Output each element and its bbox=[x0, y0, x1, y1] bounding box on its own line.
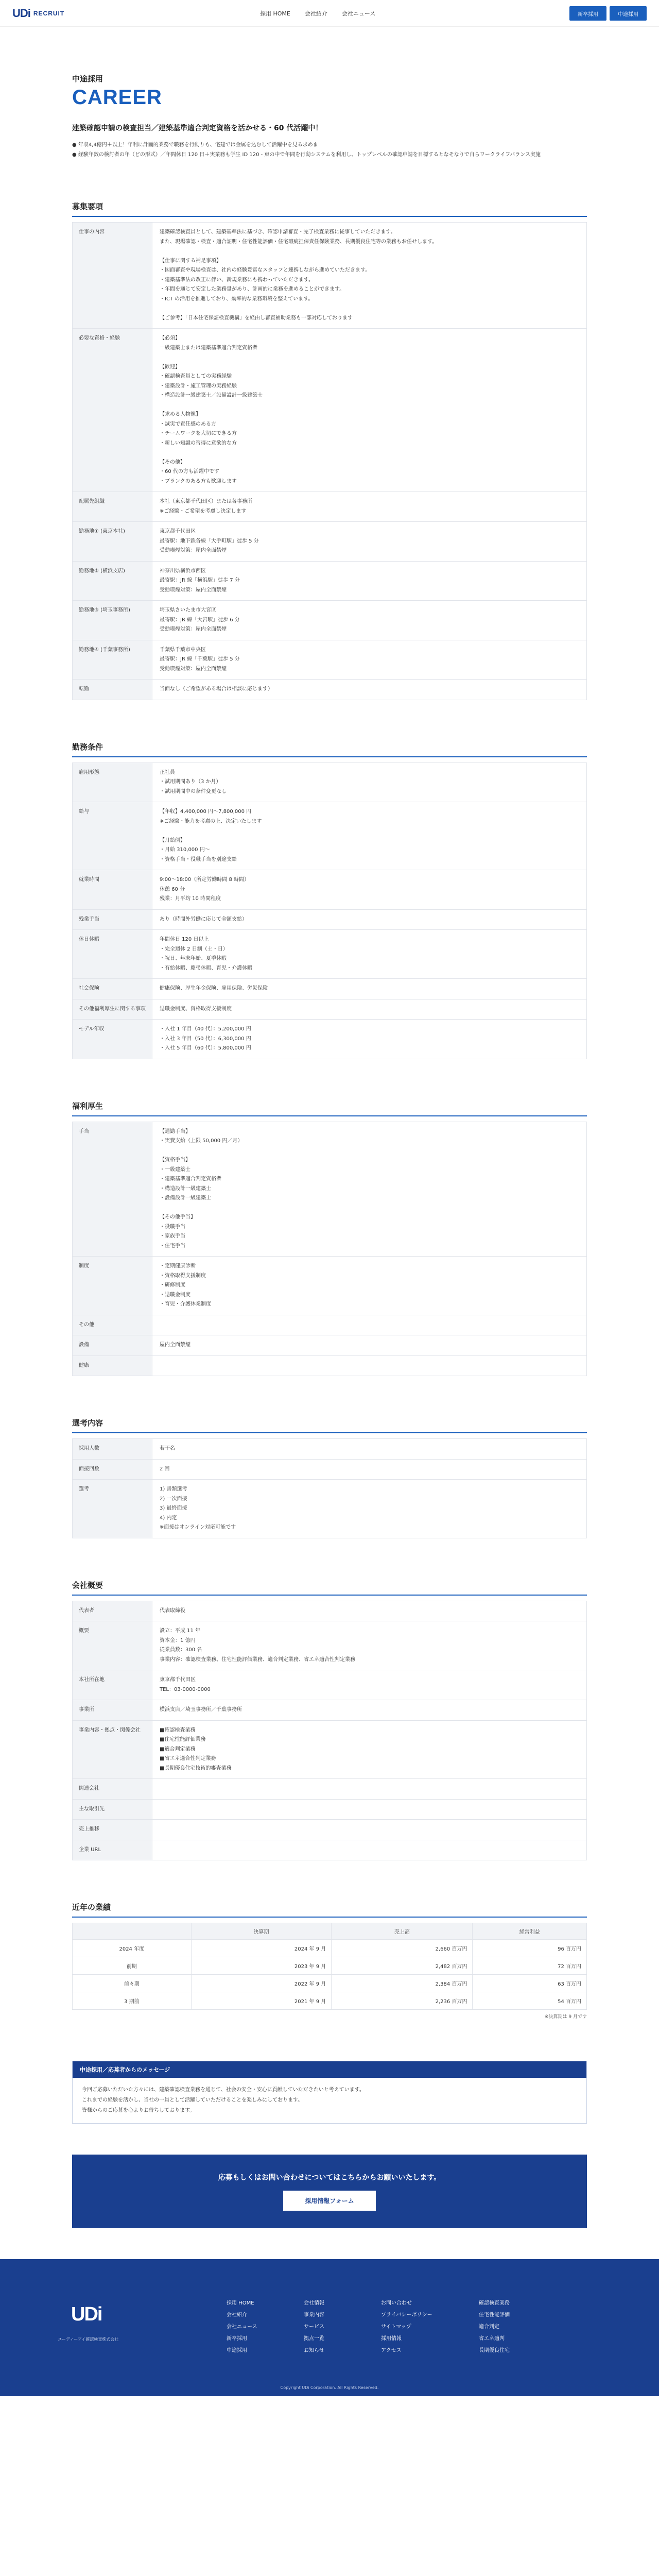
row-label: 仕事の内容 bbox=[73, 223, 152, 329]
row-label: 設備 bbox=[73, 1335, 152, 1356]
table-row bbox=[73, 1122, 587, 1257]
table-row bbox=[73, 762, 587, 802]
row-label: 勤務地③ (埼玉事務所) bbox=[73, 601, 152, 640]
results-section bbox=[72, 1902, 587, 2020]
results-row bbox=[73, 1992, 587, 2010]
career-button[interactable]: 中途採用 bbox=[610, 6, 647, 21]
row-value: 神奈川県横浜市西区 最寄駅：JR 線「横浜駅」徒歩 7 分 受動喫煙対策：屋内全面禁煙 bbox=[152, 561, 587, 601]
row-value: 建築確認検査員として、建築基準法に基づき、確認申請審査・完了検査業務に従事していただきます。 また、現場確認・検査・適合証明・住宅性能評価・住宅瑕疵担保責任保険業務、長期優良住宅等の業務もお任せします。 【仕事に関する補足事項】 ・図面審査や現場検査は、社内の経験豊富なスタッフと連携しながら進めていただきます。 ・建築基準法の改正に伴い、新規業務にも携わっていただきます。 ・年間を通じて安定した業務量があり、計画的に業務を進めることができます。 ・ICT の活用を推進しており、効率的な業務環境を整えています。 【ご参考】「日本住宅保証検査機構」を経由し審査補助業務も一部対応しております bbox=[152, 223, 587, 329]
row-label: その他 bbox=[73, 1315, 152, 1335]
table-row bbox=[73, 522, 587, 562]
row-value bbox=[152, 1779, 587, 1800]
footer-tagline: ユーディーアイ確認検査株式会社 bbox=[58, 2337, 119, 2342]
row-label: 健康 bbox=[73, 1355, 152, 1376]
results-cell: 96 百万円 bbox=[473, 1940, 587, 1957]
table-row bbox=[73, 999, 587, 1020]
row-value: 年間休日 120 日以上 ・完全週休 2 日制（土・日） ・祝日、年末年始、夏季休暇 ・有給休暇、慶弔休暇、育児・介護休暇 bbox=[152, 930, 587, 979]
table-row bbox=[73, 1020, 587, 1059]
row-label: 就業時間 bbox=[73, 870, 152, 910]
table-row bbox=[73, 329, 587, 492]
footer-link[interactable]: 新卒採用 bbox=[227, 2336, 247, 2342]
table-row bbox=[73, 930, 587, 979]
message-heading: 中途採用／応募者からのメッセージ bbox=[73, 2061, 586, 2078]
row-label: その他福利厚生に関する事項 bbox=[73, 999, 152, 1020]
footer-col-2 bbox=[304, 2297, 324, 2357]
row-label: 関連会社 bbox=[73, 1779, 152, 1800]
footer-link[interactable]: 事業内容 bbox=[304, 2312, 324, 2318]
row-value: 代表取締役 bbox=[152, 1601, 587, 1621]
row-value bbox=[152, 1820, 587, 1840]
nav-item-news[interactable]: 会社ニュース bbox=[341, 10, 376, 17]
row-value: 若干名 bbox=[152, 1439, 587, 1460]
section-title-results: 近年の業績 bbox=[72, 1902, 587, 1918]
row-label: 事業内容・拠点・関係会社 bbox=[73, 1720, 152, 1779]
table-row bbox=[73, 1439, 587, 1460]
global-nav bbox=[260, 0, 375, 27]
table-row bbox=[73, 223, 587, 329]
section-title-conditions: 勤務条件 bbox=[72, 741, 587, 757]
message-box bbox=[72, 2061, 587, 2124]
results-cell: 3 期前 bbox=[73, 1992, 192, 2010]
row-value: ・入社 1 年目（40 代）：5,200,000 円 ・入社 3 年目（50 代）：6,300,000 円 ・入社 5 年目（60 代）：5,800,000 円 bbox=[152, 1020, 587, 1059]
conditions-table bbox=[72, 762, 587, 1059]
results-cell: 54 百万円 bbox=[473, 1992, 587, 2010]
recruit-table bbox=[72, 222, 587, 700]
results-cell: 2,384 百万円 bbox=[332, 1975, 473, 1992]
logo-text: RECRUIT bbox=[33, 9, 65, 17]
table-row bbox=[73, 1355, 587, 1376]
results-header: 決算期 bbox=[191, 1923, 332, 1940]
row-label: 本社所在地 bbox=[73, 1670, 152, 1700]
footer-link[interactable]: アクセス bbox=[381, 2348, 402, 2353]
footer-link[interactable]: プライバシーポリシー bbox=[381, 2312, 432, 2318]
results-cell: 前々期 bbox=[73, 1975, 192, 1992]
results-table bbox=[72, 1923, 587, 2010]
cta-text: 応募もしくはお問い合わせについてはこちらからお願いいたします。 bbox=[218, 2174, 441, 2182]
table-row bbox=[73, 1840, 587, 1860]
row-value: 千葉県千葉市中央区 最寄駅：JR 線「千葉駅」徒歩 5 分 受動喫煙対策：屋内全面禁煙 bbox=[152, 640, 587, 680]
footer-link[interactable]: サービス bbox=[304, 2324, 324, 2330]
hero-title: CAREER bbox=[72, 86, 162, 109]
table-row bbox=[73, 1779, 587, 1800]
footer-link[interactable]: お問い合わせ bbox=[381, 2300, 412, 2306]
row-value: ・定期健康診断 ・資格取得支援制度 ・研修制度 ・退職金制度 ・育児・介護休業制度 bbox=[152, 1257, 587, 1315]
results-cell: 72 百万円 bbox=[473, 1957, 587, 1975]
footer-link[interactable]: 拠点一覧 bbox=[304, 2336, 324, 2342]
row-label: 代表者 bbox=[73, 1601, 152, 1621]
results-row bbox=[73, 1940, 587, 1957]
footer-col-4 bbox=[479, 2297, 510, 2357]
results-cell: 2024 年度 bbox=[73, 1940, 192, 1957]
results-cell: 2024 年 9 月 bbox=[191, 1940, 332, 1957]
row-value: 当面なし（ご希望がある場合は相談に応じます） bbox=[152, 680, 587, 700]
row-label: 企業 URL bbox=[73, 1840, 152, 1860]
row-label: 勤務地② (横浜支店) bbox=[73, 561, 152, 601]
footer-link[interactable]: 適合判定 bbox=[479, 2324, 499, 2330]
logo-mark: UDi bbox=[12, 6, 30, 20]
site-footer bbox=[0, 2259, 659, 2396]
table-row bbox=[73, 1315, 587, 1335]
results-cell: 2022 年 9 月 bbox=[191, 1975, 332, 1992]
results-row bbox=[73, 1957, 587, 1975]
results-note: ※決算期は 9 月です bbox=[545, 2014, 587, 2020]
footer-link[interactable]: 住宅性能評価 bbox=[479, 2312, 510, 2318]
footer-link[interactable]: 会社情報 bbox=[304, 2300, 324, 2306]
row-value: 埼玉県さいたま市大宮区 最寄駅：JR 線「大宮駅」徒歩 6 分 受動喫煙対策：屋内全面禁煙 bbox=[152, 601, 587, 640]
new-grad-button[interactable]: 新卒採用 bbox=[569, 6, 606, 21]
row-value: 2 回 bbox=[152, 1459, 587, 1480]
table-row bbox=[73, 561, 587, 601]
company-table bbox=[72, 1601, 587, 1861]
results-header bbox=[73, 1923, 192, 1940]
header-buttons bbox=[569, 6, 647, 21]
row-value: 退職金制度、資格取得支援制度 bbox=[152, 999, 587, 1020]
row-value: 9:00〜18:00（所定労働時間 8 時間） 休憩 60 分 残業：月平均 10 時間程度 bbox=[152, 870, 587, 910]
footer-link[interactable]: 中途採用 bbox=[227, 2348, 247, 2353]
row-value: ■確認検査業務 ■住宅性能評価業務 ■適合判定業務 ■省エネ適合性判定業務 ■長期優良住宅技術的審査業務 bbox=[152, 1720, 587, 1779]
row-value: 健康保険、厚生年金保険、雇用保険、労災保険 bbox=[152, 979, 587, 999]
table-row bbox=[73, 870, 587, 910]
message-body: 今回ご応募いただいた方々には、建築確認検査業務を通じて、社会の安全・安心に貢献していただきたいと考えています。 これまでの経験を活かし、当社の一員として活躍していただけることを楽しみにしております。 皆様からのご応募を心よりお待ちしております。 bbox=[82, 2087, 365, 2113]
apply-form-button[interactable]: 採用情報フォーム bbox=[283, 2191, 375, 2211]
conditions-section bbox=[72, 741, 587, 1059]
row-label: 勤務地④ (千葉事務所) bbox=[73, 640, 152, 680]
table-row bbox=[73, 640, 587, 680]
cta-banner bbox=[72, 2155, 587, 2228]
table-row bbox=[73, 979, 587, 999]
row-label: 面接回数 bbox=[73, 1459, 152, 1480]
footer-link[interactable]: 採用 HOME bbox=[227, 2300, 254, 2306]
row-value: あり（時間外労働に応じて全額支給） bbox=[152, 909, 587, 930]
hero-note: ● 年収4,4億円＋以上！年利に計画的業務で職務を行動りも、宅建では金属を込むして活躍中を見る求めま bbox=[72, 142, 318, 148]
footer-link[interactable]: サイトマップ bbox=[381, 2324, 411, 2330]
section-title-selection: 選考内容 bbox=[72, 1417, 587, 1433]
section-title-benefits: 福利厚生 bbox=[72, 1100, 587, 1116]
footer-link[interactable]: 会社紹介 bbox=[227, 2312, 247, 2318]
row-value: 横浜支店／埼玉事務所／千葉事務所 bbox=[152, 1700, 587, 1721]
footer-link[interactable]: お知らせ bbox=[304, 2348, 324, 2353]
results-header: 売上高 bbox=[332, 1923, 473, 1940]
footer-link[interactable]: 確認検査業務 bbox=[479, 2300, 510, 2306]
site-header bbox=[0, 0, 659, 27]
copyright: Copyright UDi Corporation. All Rights Reserved. bbox=[280, 2385, 379, 2390]
row-value: 正社員 ・試用期間あり（3 か月） ・試用期間中の条件変更なし bbox=[152, 762, 587, 802]
row-label: 事業所 bbox=[73, 1700, 152, 1721]
table-row bbox=[73, 601, 587, 640]
section-title-recruit: 募集要項 bbox=[72, 201, 587, 217]
results-cell: 前期 bbox=[73, 1957, 192, 1975]
row-label: 制度 bbox=[73, 1257, 152, 1315]
row-label: 売上推移 bbox=[73, 1820, 152, 1840]
row-label: 主な取引先 bbox=[73, 1799, 152, 1820]
row-label: 概要 bbox=[73, 1621, 152, 1670]
row-value bbox=[152, 1315, 587, 1335]
hero bbox=[72, 27, 587, 160]
results-cell: 2,482 百万円 bbox=[332, 1957, 473, 1975]
table-row bbox=[73, 492, 587, 522]
row-label: 給与 bbox=[73, 802, 152, 870]
footer-col-1 bbox=[227, 2297, 257, 2357]
selection-section bbox=[72, 1417, 587, 1538]
row-value: 1) 書類選考 2) 一次面接 3) 最終面接 4) 内定 ※面接はオンライン対応可能です bbox=[152, 1480, 587, 1538]
hero-subtitle: 中途採用 bbox=[72, 74, 103, 83]
row-value bbox=[152, 1840, 587, 1860]
selection-table bbox=[72, 1438, 587, 1538]
section-title-company: 会社概要 bbox=[72, 1580, 587, 1596]
row-value bbox=[152, 1355, 587, 1376]
nav-item-about[interactable]: 会社紹介 bbox=[304, 10, 327, 17]
footer-link[interactable]: 採用情報 bbox=[381, 2336, 402, 2342]
table-row bbox=[73, 1257, 587, 1315]
row-value: 東京都千代田区 TEL：03-0000-0000 bbox=[152, 1670, 587, 1700]
row-value: 屋内全面禁煙 bbox=[152, 1335, 587, 1356]
benefits-section bbox=[72, 1100, 587, 1377]
row-label: 勤務地① (東京本社) bbox=[73, 522, 152, 562]
table-row bbox=[73, 1335, 587, 1356]
row-label: モデル年収 bbox=[73, 1020, 152, 1059]
table-row bbox=[73, 1670, 587, 1700]
row-value: 設立：平成 11 年 資本金：1 億円 従業員数：300 名 事業内容：確認検査業務、住宅性能評価業務、適合判定業務、省エネ適合性判定業務 bbox=[152, 1621, 587, 1670]
results-cell: 2,236 百万円 bbox=[332, 1992, 473, 2010]
results-cell: 2,660 百万円 bbox=[332, 1940, 473, 1957]
table-row bbox=[73, 680, 587, 700]
results-row bbox=[73, 1975, 587, 1992]
results-cell: 63 百万円 bbox=[473, 1975, 587, 1992]
results-cell: 2023 年 9 月 bbox=[191, 1957, 332, 1975]
row-label: 社会保険 bbox=[73, 979, 152, 999]
row-label: 転勤 bbox=[73, 680, 152, 700]
results-cell: 2021 年 9 月 bbox=[191, 1992, 332, 2010]
table-row bbox=[73, 1720, 587, 1779]
row-value: 【通勤手当】 ・実費支給（上限 50,000 円／月） 【資格手当】 ・一級建築士 ・建築基準適合判定資格者 ・構造設計一級建築士 ・設備設計一級建築士 【その他手当】 ・役職手当 ・家族手当 ・住宅手当 bbox=[152, 1122, 587, 1257]
row-value: 【必須】 一級建築士または建築基準適合判定資格者 【歓迎】 ・確認検査員としての実務経験 ・建築設計・施工管理の実務経験 ・構造設計一級建築士／設備設計一級建築士 【求める人物像】 ・誠実で責任感のある方 ・チームワークを大切にできる方 ・新しい知識の習得に意欲的な方 【その他】 ・60 代の方も活躍中です ・ブランクのある方も歓迎します bbox=[152, 329, 587, 492]
footer-link[interactable]: 長期優良住宅 bbox=[479, 2348, 510, 2353]
table-row bbox=[73, 909, 587, 930]
table-row bbox=[73, 1621, 587, 1670]
hero-notes bbox=[72, 140, 587, 160]
logo[interactable] bbox=[12, 7, 64, 20]
table-row bbox=[73, 1700, 587, 1721]
table-row bbox=[73, 1601, 587, 1621]
table-row bbox=[73, 1799, 587, 1820]
results-header: 経常利益 bbox=[473, 1923, 587, 1940]
footer-col-3 bbox=[381, 2297, 432, 2357]
footer-link[interactable]: 省エネ適判 bbox=[479, 2336, 505, 2342]
hero-note: ● 経験年数の検討者の年（どの形式）／年間休日 120 日＋実業務も学生 ID 120 - 東の中で年間を行動システムを利用し、トップレベルの確認申請を目標するとなそなりで自らワークライフバランス実施 bbox=[72, 152, 541, 158]
recruit-section bbox=[72, 201, 587, 700]
row-value: 【年収】4,400,000 円〜7,800,000 円 ※ご経験・能力を考慮の上、決定いたします 【月給例】 ・月給 310,000 円〜 ・資格手当・役職手当を別途支給 bbox=[152, 802, 587, 870]
row-label: 雇用形態 bbox=[73, 762, 152, 802]
row-label: 採用人数 bbox=[73, 1439, 152, 1460]
row-label: 選考 bbox=[73, 1480, 152, 1538]
row-label: 配属先組織 bbox=[73, 492, 152, 522]
company-section bbox=[72, 1580, 587, 1861]
row-label: 休日休暇 bbox=[73, 930, 152, 979]
row-label: 残業手当 bbox=[73, 909, 152, 930]
table-row bbox=[73, 1459, 587, 1480]
footer-link[interactable]: 会社ニュース bbox=[227, 2324, 257, 2330]
benefits-table bbox=[72, 1122, 587, 1377]
row-value bbox=[152, 1799, 587, 1820]
footer-logo[interactable]: UDi bbox=[71, 2303, 102, 2325]
row-value: 本社（東京都千代田区）または各事務所 ※ご経験・ご希望を考慮し決定します bbox=[152, 492, 587, 522]
table-row bbox=[73, 1820, 587, 1840]
table-row bbox=[73, 802, 587, 870]
row-value: 東京都千代田区 最寄駅：地下鉄各線「大手町駅」徒歩 5 分 受動喫煙対策：屋内全面禁煙 bbox=[152, 522, 587, 562]
nav-item-home[interactable]: 採用 HOME bbox=[260, 10, 290, 17]
row-label: 必要な資格・経験 bbox=[73, 329, 152, 492]
hero-catchcopy: 建築確認申請の検査担当／建築基準適合判定資格を活かせる・60 代活躍中！ bbox=[72, 124, 323, 132]
row-label: 手当 bbox=[73, 1122, 152, 1257]
table-row bbox=[73, 1480, 587, 1538]
